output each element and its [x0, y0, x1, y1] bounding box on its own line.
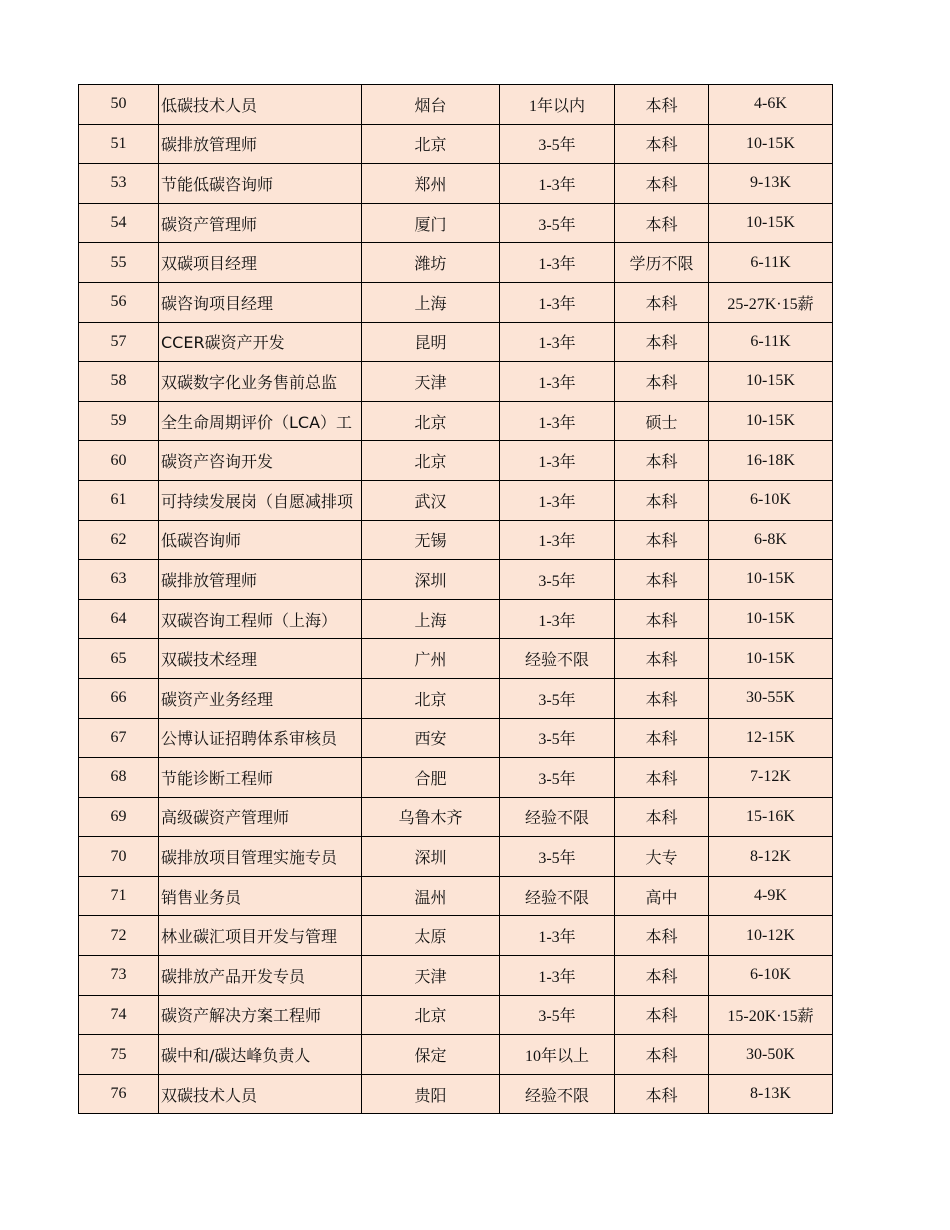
- experience-cell: 1-3年: [500, 916, 615, 956]
- salary-cell: 6-11K: [709, 243, 833, 283]
- education-cell: 本科: [615, 203, 709, 243]
- table-row: [79, 362, 833, 402]
- education-cell: 本科: [615, 916, 709, 956]
- row-number-cell: 72: [79, 916, 159, 956]
- salary-cell: 6-10K: [709, 480, 833, 520]
- city-cell: 上海: [362, 599, 500, 639]
- experience-cell: 1-3年: [500, 401, 615, 441]
- experience-cell: 经验不限: [500, 797, 615, 837]
- salary-cell: 9-13K: [709, 164, 833, 204]
- salary-cell: 10-15K: [709, 362, 833, 402]
- table-row: [79, 282, 833, 322]
- experience-cell: 10年以上: [500, 1035, 615, 1075]
- row-number-cell: 53: [79, 164, 159, 204]
- spreadsheet-page: [78, 84, 833, 1114]
- experience-cell: 1-3年: [500, 441, 615, 481]
- table-body: [79, 85, 833, 1114]
- education-cell: 本科: [615, 322, 709, 362]
- salary-cell: 15-20K·15薪: [709, 995, 833, 1035]
- row-number-cell: 71: [79, 876, 159, 916]
- salary-cell: 10-15K: [709, 203, 833, 243]
- city-cell: 深圳: [362, 560, 500, 600]
- salary-cell: 10-12K: [709, 916, 833, 956]
- salary-cell: 8-13K: [709, 1074, 833, 1114]
- education-cell: 本科: [615, 718, 709, 758]
- row-number-cell: 69: [79, 797, 159, 837]
- table-row: [79, 124, 833, 164]
- city-cell: 乌鲁木齐: [362, 797, 500, 837]
- table-row: [79, 956, 833, 996]
- job-title-cell: 碳排放项目管理实施专员: [159, 837, 362, 877]
- job-title-cell: 双碳技术经理: [159, 639, 362, 679]
- job-title-cell: 低碳技术人员: [159, 85, 362, 125]
- city-cell: 天津: [362, 362, 500, 402]
- city-cell: 无锡: [362, 520, 500, 560]
- row-number-cell: 76: [79, 1074, 159, 1114]
- salary-cell: 8-12K: [709, 837, 833, 877]
- table-row: [79, 1035, 833, 1075]
- experience-cell: 经验不限: [500, 876, 615, 916]
- city-cell: 厦门: [362, 203, 500, 243]
- experience-cell: 3-5年: [500, 758, 615, 798]
- table-row: [79, 718, 833, 758]
- salary-cell: 10-15K: [709, 124, 833, 164]
- row-number-cell: 73: [79, 956, 159, 996]
- experience-cell: 经验不限: [500, 639, 615, 679]
- table-row: [79, 797, 833, 837]
- job-title-cell: 低碳咨询师: [159, 520, 362, 560]
- education-cell: 学历不限: [615, 243, 709, 283]
- salary-cell: 30-50K: [709, 1035, 833, 1075]
- row-number-cell: 50: [79, 85, 159, 125]
- row-number-cell: 54: [79, 203, 159, 243]
- city-cell: 北京: [362, 401, 500, 441]
- experience-cell: 3-5年: [500, 203, 615, 243]
- table-row: [79, 837, 833, 877]
- job-title-cell: 双碳技术人员: [159, 1074, 362, 1114]
- education-cell: 大专: [615, 837, 709, 877]
- city-cell: 太原: [362, 916, 500, 956]
- table-row: [79, 876, 833, 916]
- salary-cell: 4-6K: [709, 85, 833, 125]
- job-title-cell: 可持续发展岗（自愿减排项: [159, 480, 362, 520]
- salary-cell: 10-15K: [709, 599, 833, 639]
- table-row: [79, 520, 833, 560]
- education-cell: 本科: [615, 678, 709, 718]
- row-number-cell: 63: [79, 560, 159, 600]
- education-cell: 本科: [615, 520, 709, 560]
- city-cell: 广州: [362, 639, 500, 679]
- salary-cell: 15-16K: [709, 797, 833, 837]
- row-number-cell: 70: [79, 837, 159, 877]
- table-row: [79, 599, 833, 639]
- education-cell: 本科: [615, 362, 709, 402]
- row-number-cell: 57: [79, 322, 159, 362]
- job-title-cell: 双碳数字化业务售前总监: [159, 362, 362, 402]
- experience-cell: 1-3年: [500, 956, 615, 996]
- salary-cell: 6-10K: [709, 956, 833, 996]
- experience-cell: 3-5年: [500, 718, 615, 758]
- table-row: [79, 322, 833, 362]
- table-row: [79, 678, 833, 718]
- education-cell: 本科: [615, 1035, 709, 1075]
- salary-cell: 25-27K·15薪: [709, 282, 833, 322]
- table-row: [79, 164, 833, 204]
- experience-cell: 1-3年: [500, 362, 615, 402]
- job-title-cell: 碳资产解决方案工程师: [159, 995, 362, 1035]
- education-cell: 本科: [615, 758, 709, 798]
- row-number-cell: 60: [79, 441, 159, 481]
- job-title-cell: 双碳项目经理: [159, 243, 362, 283]
- table-row: [79, 639, 833, 679]
- experience-cell: 3-5年: [500, 678, 615, 718]
- job-title-cell: 全生命周期评价（LCA）工: [159, 401, 362, 441]
- job-title-cell: 节能低碳咨询师: [159, 164, 362, 204]
- job-title-cell: 碳咨询项目经理: [159, 282, 362, 322]
- experience-cell: 1-3年: [500, 322, 615, 362]
- job-title-cell: 林业碳汇项目开发与管理: [159, 916, 362, 956]
- salary-cell: 7-12K: [709, 758, 833, 798]
- education-cell: 本科: [615, 639, 709, 679]
- experience-cell: 3-5年: [500, 560, 615, 600]
- row-number-cell: 66: [79, 678, 159, 718]
- row-number-cell: 56: [79, 282, 159, 322]
- experience-cell: 1-3年: [500, 520, 615, 560]
- row-number-cell: 62: [79, 520, 159, 560]
- city-cell: 烟台: [362, 85, 500, 125]
- table-row: [79, 758, 833, 798]
- education-cell: 本科: [615, 956, 709, 996]
- job-title-cell: 碳资产业务经理: [159, 678, 362, 718]
- job-title-cell: 节能诊断工程师: [159, 758, 362, 798]
- experience-cell: 1-3年: [500, 164, 615, 204]
- salary-cell: 6-8K: [709, 520, 833, 560]
- salary-cell: 10-15K: [709, 560, 833, 600]
- education-cell: 本科: [615, 480, 709, 520]
- education-cell: 本科: [615, 85, 709, 125]
- city-cell: 北京: [362, 124, 500, 164]
- city-cell: 上海: [362, 282, 500, 322]
- row-number-cell: 68: [79, 758, 159, 798]
- city-cell: 西安: [362, 718, 500, 758]
- experience-cell: 3-5年: [500, 995, 615, 1035]
- salary-cell: 6-11K: [709, 322, 833, 362]
- education-cell: 本科: [615, 995, 709, 1035]
- education-cell: 本科: [615, 1074, 709, 1114]
- job-title-cell: 碳资产管理师: [159, 203, 362, 243]
- city-cell: 昆明: [362, 322, 500, 362]
- row-number-cell: 67: [79, 718, 159, 758]
- table-row: [79, 480, 833, 520]
- job-title-cell: 碳资产咨询开发: [159, 441, 362, 481]
- job-title-cell: 碳排放产品开发专员: [159, 956, 362, 996]
- experience-cell: 1-3年: [500, 599, 615, 639]
- education-cell: 本科: [615, 124, 709, 164]
- education-cell: 本科: [615, 282, 709, 322]
- row-number-cell: 64: [79, 599, 159, 639]
- job-title-cell: 公博认证招聘体系审核员: [159, 718, 362, 758]
- job-title-cell: 销售业务员: [159, 876, 362, 916]
- experience-cell: 3-5年: [500, 124, 615, 164]
- salary-cell: 10-15K: [709, 401, 833, 441]
- row-number-cell: 59: [79, 401, 159, 441]
- job-title-cell: 碳中和/碳达峰负责人: [159, 1035, 362, 1075]
- job-title-cell: 碳排放管理师: [159, 560, 362, 600]
- table-row: [79, 1074, 833, 1114]
- row-number-cell: 55: [79, 243, 159, 283]
- row-number-cell: 58: [79, 362, 159, 402]
- city-cell: 北京: [362, 995, 500, 1035]
- job-title-cell: 高级碳资产管理师: [159, 797, 362, 837]
- experience-cell: 1-3年: [500, 480, 615, 520]
- city-cell: 北京: [362, 441, 500, 481]
- education-cell: 本科: [615, 599, 709, 639]
- table-row: [79, 243, 833, 283]
- city-cell: 天津: [362, 956, 500, 996]
- city-cell: 武汉: [362, 480, 500, 520]
- city-cell: 温州: [362, 876, 500, 916]
- salary-cell: 10-15K: [709, 639, 833, 679]
- city-cell: 合肥: [362, 758, 500, 798]
- job-title-cell: CCER碳资产开发: [159, 322, 362, 362]
- salary-cell: 12-15K: [709, 718, 833, 758]
- table-row: [79, 995, 833, 1035]
- job-title-cell: 碳排放管理师: [159, 124, 362, 164]
- row-number-cell: 75: [79, 1035, 159, 1075]
- experience-cell: 1-3年: [500, 243, 615, 283]
- table-row: [79, 85, 833, 125]
- city-cell: 深圳: [362, 837, 500, 877]
- salary-cell: 4-9K: [709, 876, 833, 916]
- city-cell: 北京: [362, 678, 500, 718]
- experience-cell: 3-5年: [500, 837, 615, 877]
- city-cell: 保定: [362, 1035, 500, 1075]
- salary-cell: 30-55K: [709, 678, 833, 718]
- row-number-cell: 51: [79, 124, 159, 164]
- experience-cell: 经验不限: [500, 1074, 615, 1114]
- table-row: [79, 401, 833, 441]
- city-cell: 贵阳: [362, 1074, 500, 1114]
- table-row: [79, 441, 833, 481]
- job-listing-table: [78, 84, 833, 1114]
- city-cell: 郑州: [362, 164, 500, 204]
- row-number-cell: 65: [79, 639, 159, 679]
- education-cell: 硕士: [615, 401, 709, 441]
- education-cell: 高中: [615, 876, 709, 916]
- salary-cell: 16-18K: [709, 441, 833, 481]
- education-cell: 本科: [615, 441, 709, 481]
- education-cell: 本科: [615, 560, 709, 600]
- city-cell: 潍坊: [362, 243, 500, 283]
- experience-cell: 1年以内: [500, 85, 615, 125]
- table-row: [79, 560, 833, 600]
- experience-cell: 1-3年: [500, 282, 615, 322]
- education-cell: 本科: [615, 164, 709, 204]
- education-cell: 本科: [615, 797, 709, 837]
- row-number-cell: 61: [79, 480, 159, 520]
- row-number-cell: 74: [79, 995, 159, 1035]
- table-row: [79, 916, 833, 956]
- table-row: [79, 203, 833, 243]
- job-title-cell: 双碳咨询工程师（上海）: [159, 599, 362, 639]
